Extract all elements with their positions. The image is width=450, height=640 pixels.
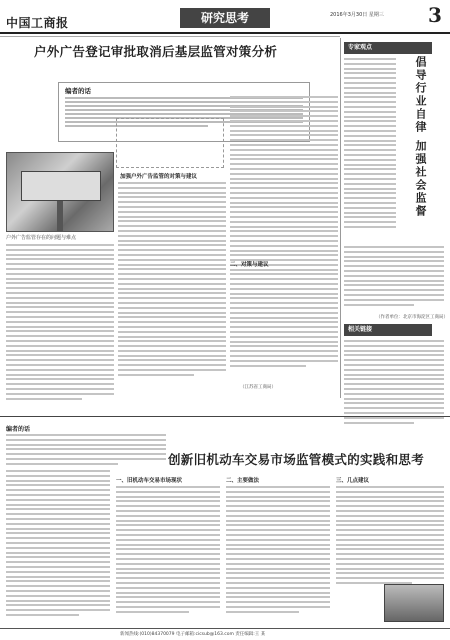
masthead: [0, 0, 450, 34]
sidebar-column-1: [344, 58, 396, 231]
article2-subhead-2: 二、主要做法: [226, 478, 260, 484]
expert-label-text: 专家观点: [348, 44, 373, 51]
article2-subhead-1: 一、旧机动车交易市场现状: [116, 478, 183, 484]
article2-column-4: [336, 486, 444, 587]
article1-column-1: [6, 244, 114, 402]
article1-subhead-2: 二、对策与建议: [230, 262, 269, 268]
sidebar-column-2: [344, 246, 444, 308]
page-number: 3: [428, 3, 442, 27]
article1-headline: 户外广告登记审批取消后基层监管对策分析: [34, 44, 278, 59]
expert-box-label: [344, 42, 432, 54]
billboard-photo: [6, 152, 114, 232]
section-separator: [0, 416, 450, 417]
article1-column-2: [118, 182, 226, 379]
sidebar-vertical-title: 倡导行业自律 加强社会监督: [414, 56, 427, 218]
pull-quote-box: [116, 118, 224, 168]
article1-subhead-3: 加强户外广告监管的对策与建议: [120, 174, 198, 180]
link-label-text: 相关链接: [348, 326, 373, 333]
section-title: 研究思考: [180, 8, 270, 28]
link-box-label: [344, 324, 432, 336]
article2-editor-label: 编者的话: [6, 426, 31, 433]
photo-caption: 户外广告监管存在的问题与难点: [6, 235, 77, 241]
article2-headline: 创新旧机动车交易市场监管模式的实践和思考: [168, 452, 425, 467]
sidebar-column-3: [344, 340, 444, 426]
article2-subhead-3: 三、几点建议: [336, 478, 370, 484]
article2-column-2: [116, 486, 220, 616]
car-photo: [384, 584, 444, 622]
article2-column-3: [226, 486, 330, 616]
newspaper-logo: 中国工商报: [6, 16, 69, 30]
sidebar-author-2: （江苏省工商局）: [240, 385, 276, 390]
sidebar-author-1: （作者单位：北京市海淀区工商局）: [376, 315, 448, 320]
column-divider: [340, 38, 341, 398]
page-footer: 新闻热线:(010)84370079 电子邮箱:cicsub@163.com 责任编辑:王 某: [0, 628, 450, 640]
dateline: 2016年3月30日 星期三: [330, 12, 384, 18]
guide-title: 编者的话: [65, 87, 91, 95]
article1-column-3: [230, 96, 338, 369]
top-divider: [0, 36, 340, 37]
article2-column-1: [6, 470, 110, 619]
article2-intro: [6, 434, 166, 468]
